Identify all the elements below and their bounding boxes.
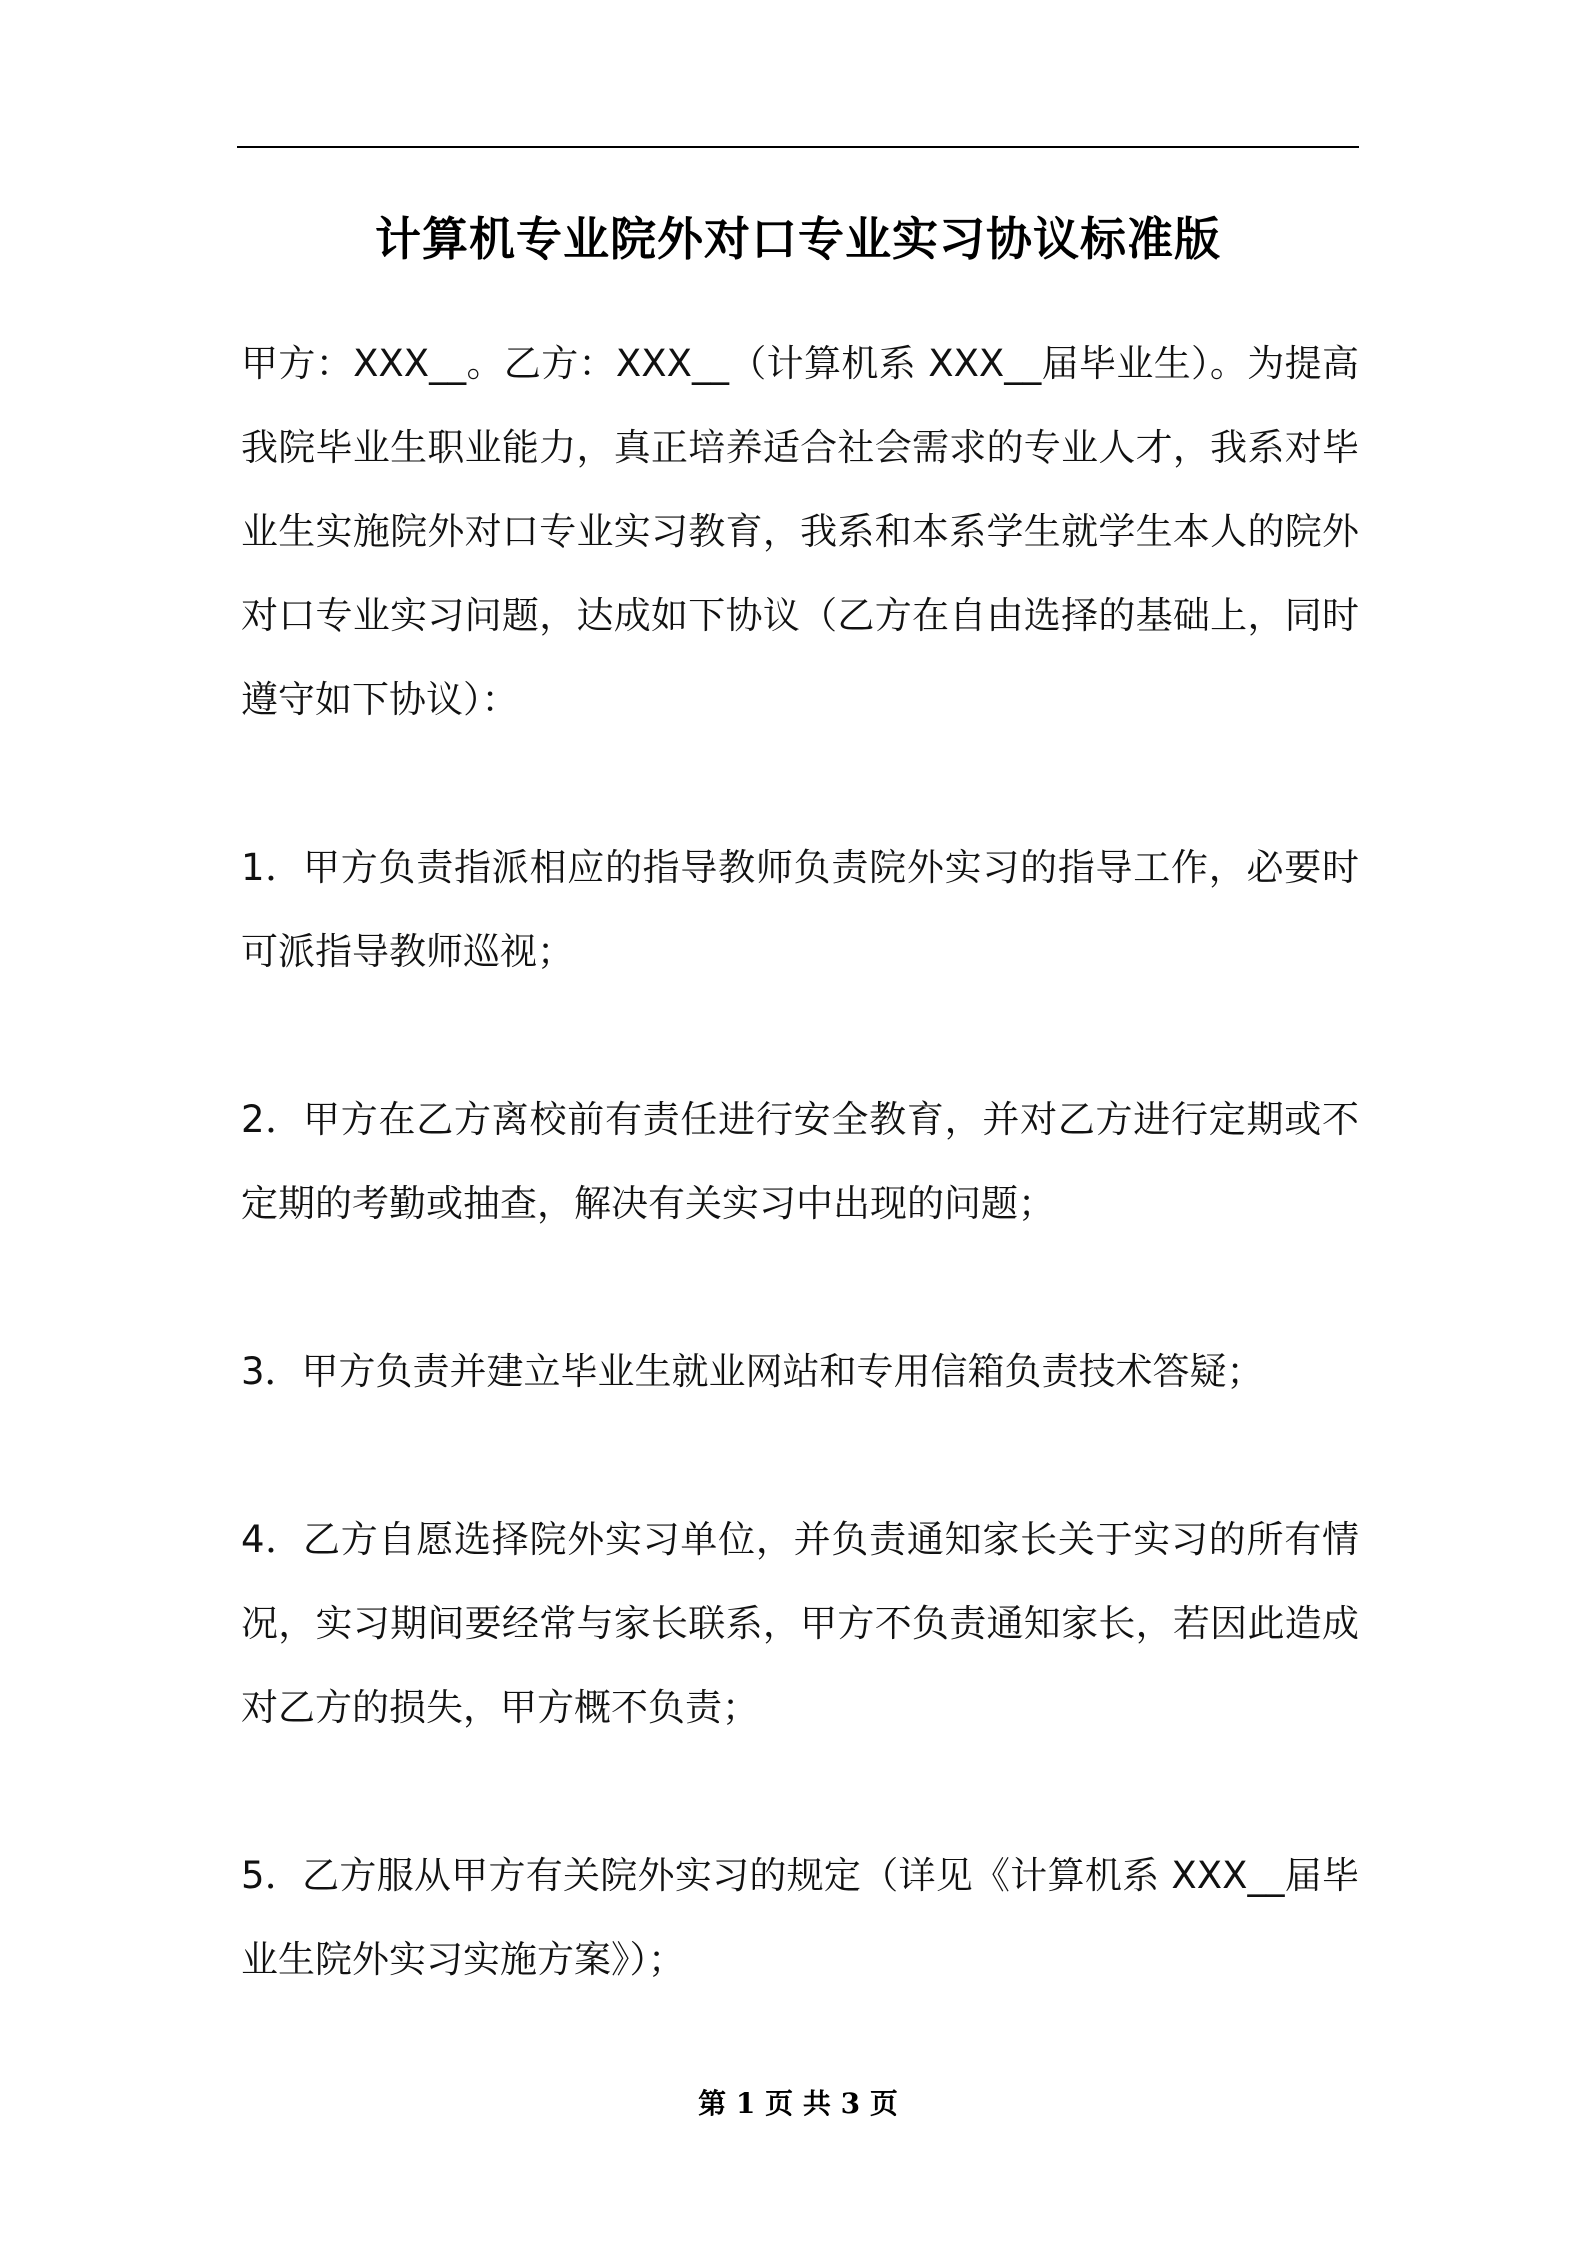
header-rule (237, 146, 1359, 148)
page-number-label: 第 1 页 共 3 页 (698, 2087, 898, 2120)
clause-4: 4．乙方自愿选择院外实习单位，并负责通知家长关于实习的所有情况，实习期间要经常与家长联系，甲方不负责通知家长，若因此造成对乙方的损失，甲方概不负责； (241, 1518, 1359, 1729)
clause-1: 1．甲方负责指派相应的指导教师负责院外实习的指导工作，必要时可派指导教师巡视； (241, 846, 1359, 973)
clause-5: 5．乙方服从甲方有关院外实习的规定（详见《计算机系 XXX__届毕业生院外实习实施方案》）； (241, 1854, 1359, 1981)
document-title: 计算机专业院外对口专业实习协议标准版 (375, 212, 1221, 266)
clause-3: 3．甲方负责并建立毕业生就业网站和专用信箱负责技术答疑； (241, 1350, 1264, 1393)
clause-2: 2．甲方在乙方离校前有责任进行安全教育，并对乙方进行定期或不定期的考勤或抽查，解决有关实习中出现的问题； (241, 1098, 1359, 1225)
page-footer (237, 2084, 1359, 2124)
intro-paragraph: 甲方：XXX__。乙方：XXX__（计算机系 XXX__届毕业生）。为提高我院毕业生职业能力，真正培养适合社会需求的专业人才，我系对毕业生实施院外对口专业实习教育，我系和本系学生就学生本人的院外对口专业实习问题，达成如下协议（乙方在自由选择的基础上，同时遵守如下协议）： (241, 342, 1359, 721)
